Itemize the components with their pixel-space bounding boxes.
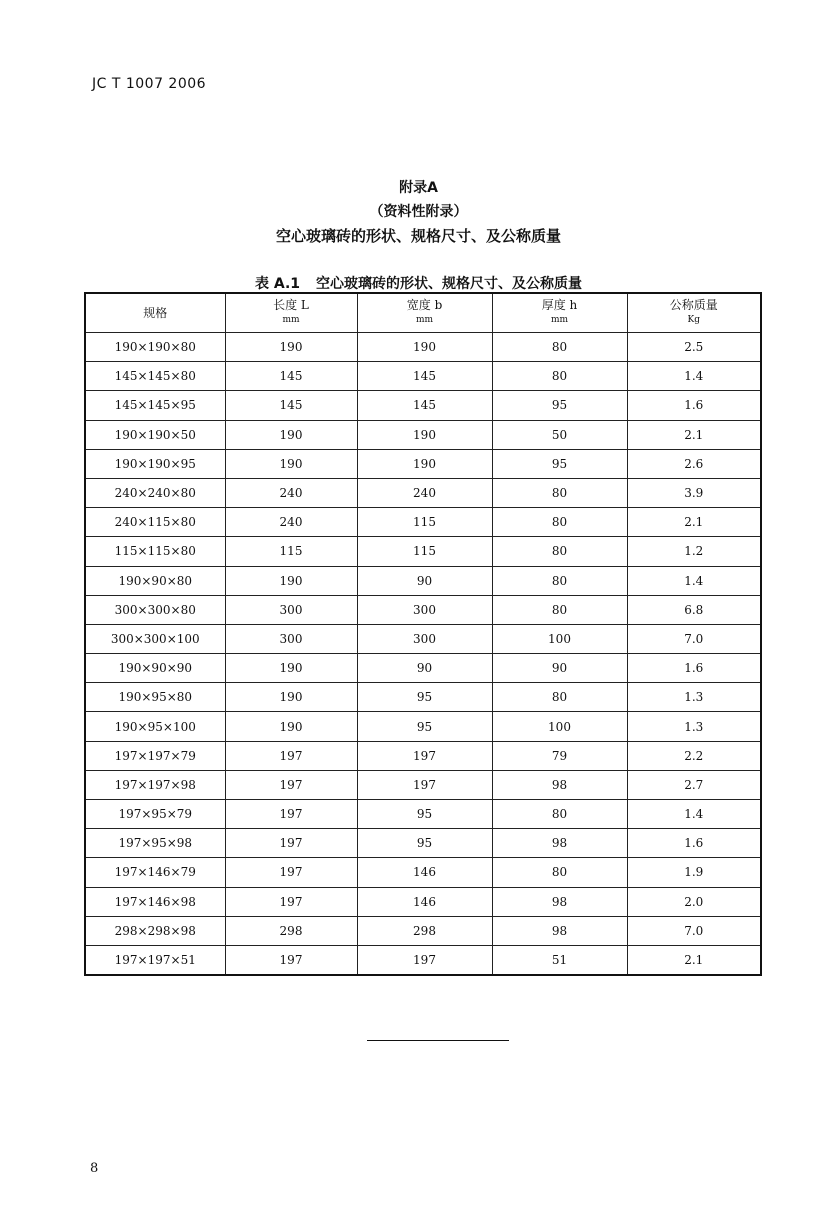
- cell-mass: 1.9: [627, 858, 761, 887]
- cell-width: 190: [357, 333, 492, 362]
- header-unit: Kg: [687, 315, 700, 325]
- cell-spec: 197×197×79: [85, 741, 225, 770]
- cell-spec: 190×190×50: [85, 420, 225, 449]
- cell-spec: 190×190×95: [85, 449, 225, 478]
- cell-thickness: 80: [492, 478, 627, 507]
- header-label: 公称质量: [669, 298, 718, 312]
- cell-thickness: 80: [492, 333, 627, 362]
- cell-length: 197: [225, 800, 357, 829]
- table-row: [85, 391, 761, 420]
- cell-width: 146: [357, 858, 492, 887]
- header-spec: [85, 293, 225, 333]
- table-row: [85, 595, 761, 624]
- header-length: [225, 293, 357, 333]
- cell-mass: 2.1: [627, 508, 761, 537]
- cell-mass: 7.0: [627, 624, 761, 653]
- cell-length: 240: [225, 478, 357, 507]
- table-row: [85, 829, 761, 858]
- cell-length: 190: [225, 712, 357, 741]
- cell-thickness: 51: [492, 945, 627, 975]
- cell-width: 95: [357, 712, 492, 741]
- cell-mass: 1.2: [627, 537, 761, 566]
- table-row: [85, 449, 761, 478]
- cell-width: 300: [357, 624, 492, 653]
- cell-mass: 2.5: [627, 333, 761, 362]
- cell-spec: 197×146×79: [85, 858, 225, 887]
- cell-length: 197: [225, 945, 357, 975]
- cell-mass: 2.6: [627, 449, 761, 478]
- cell-length: 197: [225, 770, 357, 799]
- cell-width: 298: [357, 916, 492, 945]
- cell-thickness: 80: [492, 566, 627, 595]
- table-caption: [0, 273, 837, 293]
- cell-length: 197: [225, 829, 357, 858]
- table-row: [85, 624, 761, 653]
- cell-width: 146: [357, 887, 492, 916]
- cell-thickness: 80: [492, 595, 627, 624]
- table-row: [85, 654, 761, 683]
- table-row: [85, 508, 761, 537]
- cell-spec: 145×145×95: [85, 391, 225, 420]
- cell-mass: 2.2: [627, 741, 761, 770]
- cell-spec: 190×90×80: [85, 566, 225, 595]
- cell-length: 300: [225, 595, 357, 624]
- cell-thickness: 100: [492, 712, 627, 741]
- table-row: [85, 566, 761, 595]
- cell-thickness: 100: [492, 624, 627, 653]
- cell-thickness: 80: [492, 508, 627, 537]
- header-unit: mm: [282, 315, 300, 325]
- table-row: [85, 537, 761, 566]
- cell-length: 190: [225, 333, 357, 362]
- cell-width: 197: [357, 741, 492, 770]
- table-row: [85, 741, 761, 770]
- header-label: 长度 L: [273, 298, 309, 312]
- cell-length: 145: [225, 362, 357, 391]
- table-body: [85, 333, 761, 976]
- cell-width: 190: [357, 420, 492, 449]
- table-row: [85, 333, 761, 362]
- cell-spec: 197×197×98: [85, 770, 225, 799]
- cell-mass: 1.4: [627, 800, 761, 829]
- cell-thickness: 95: [492, 391, 627, 420]
- cell-thickness: 80: [492, 362, 627, 391]
- cell-mass: 2.7: [627, 770, 761, 799]
- cell-spec: 190×90×90: [85, 654, 225, 683]
- table-row: [85, 945, 761, 975]
- cell-length: 190: [225, 654, 357, 683]
- table-row: [85, 420, 761, 449]
- cell-length: 190: [225, 420, 357, 449]
- table-caption-number: 表 A.1: [254, 276, 301, 292]
- cell-thickness: 98: [492, 887, 627, 916]
- cell-mass: 7.0: [627, 916, 761, 945]
- appendix-subject: 空心玻璃砖的形状、规格尺寸、及公称质量: [275, 227, 561, 245]
- cell-thickness: 79: [492, 741, 627, 770]
- header-label: 规格: [143, 305, 168, 320]
- cell-width: 95: [357, 829, 492, 858]
- cell-thickness: 98: [492, 916, 627, 945]
- cell-mass: 1.4: [627, 566, 761, 595]
- table-header-row: [85, 293, 761, 333]
- cell-spec: 115×115×80: [85, 537, 225, 566]
- cell-length: 197: [225, 887, 357, 916]
- cell-spec: 298×298×98: [85, 916, 225, 945]
- table-row: [85, 858, 761, 887]
- table-row: [85, 712, 761, 741]
- cell-length: 190: [225, 683, 357, 712]
- cell-spec: 197×197×51: [85, 945, 225, 975]
- appendix-heading: [0, 176, 837, 248]
- table-row: [85, 800, 761, 829]
- cell-spec: 240×115×80: [85, 508, 225, 537]
- header-label: 宽度 b: [406, 298, 443, 312]
- cell-width: 115: [357, 537, 492, 566]
- cell-spec: 197×95×98: [85, 829, 225, 858]
- cell-mass: 3.9: [627, 478, 761, 507]
- cell-width: 95: [357, 683, 492, 712]
- cell-mass: 2.1: [627, 945, 761, 975]
- cell-mass: 1.6: [627, 654, 761, 683]
- header-thickness: [492, 293, 627, 333]
- cell-width: 145: [357, 391, 492, 420]
- cell-length: 190: [225, 449, 357, 478]
- cell-length: 300: [225, 624, 357, 653]
- cell-width: 197: [357, 770, 492, 799]
- cell-mass: 1.4: [627, 362, 761, 391]
- header-mass: [627, 293, 761, 333]
- cell-length: 115: [225, 537, 357, 566]
- appendix-title: 附录A: [399, 180, 438, 196]
- cell-width: 197: [357, 945, 492, 975]
- table-row: [85, 683, 761, 712]
- cell-mass: 2.0: [627, 887, 761, 916]
- table-row: [85, 362, 761, 391]
- cell-thickness: 95: [492, 449, 627, 478]
- table-row: [85, 916, 761, 945]
- cell-mass: 1.3: [627, 712, 761, 741]
- header-unit: mm: [415, 315, 434, 325]
- cell-width: 95: [357, 800, 492, 829]
- cell-width: 90: [357, 654, 492, 683]
- cell-width: 190: [357, 449, 492, 478]
- cell-spec: 197×95×79: [85, 800, 225, 829]
- cell-length: 145: [225, 391, 357, 420]
- table-caption-text: 空心玻璃砖的形状、规格尺寸、及公称质量: [316, 276, 583, 292]
- cell-mass: 6.8: [627, 595, 761, 624]
- cell-spec: 190×190×80: [85, 333, 225, 362]
- table-row: [85, 887, 761, 916]
- cell-width: 240: [357, 478, 492, 507]
- cell-spec: 190×95×100: [85, 712, 225, 741]
- cell-mass: 1.6: [627, 829, 761, 858]
- cell-width: 115: [357, 508, 492, 537]
- cell-thickness: 80: [492, 683, 627, 712]
- cell-spec: 240×240×80: [85, 478, 225, 507]
- cell-length: 298: [225, 916, 357, 945]
- cell-length: 190: [225, 566, 357, 595]
- cell-thickness: 80: [492, 858, 627, 887]
- cell-width: 300: [357, 595, 492, 624]
- cell-thickness: 90: [492, 654, 627, 683]
- cell-mass: 2.1: [627, 420, 761, 449]
- cell-length: 197: [225, 741, 357, 770]
- cell-mass: 1.6: [627, 391, 761, 420]
- cell-mass: 1.3: [627, 683, 761, 712]
- table-row: [85, 478, 761, 507]
- table-row: [85, 770, 761, 799]
- cell-width: 90: [357, 566, 492, 595]
- cell-length: 240: [225, 508, 357, 537]
- cell-spec: 197×146×98: [85, 887, 225, 916]
- page-number: 8: [90, 1161, 99, 1176]
- cell-spec: 300×300×100: [85, 624, 225, 653]
- cell-spec: 190×95×80: [85, 683, 225, 712]
- cell-spec: 300×300×80: [85, 595, 225, 624]
- appendix-type: （资料性附录）: [369, 204, 468, 220]
- cell-thickness: 98: [492, 829, 627, 858]
- cell-spec: 145×145×80: [85, 362, 225, 391]
- cell-thickness: 98: [492, 770, 627, 799]
- cell-thickness: 80: [492, 800, 627, 829]
- cell-thickness: 80: [492, 537, 627, 566]
- header-unit: mm: [550, 315, 569, 325]
- header-label: 厚度 h: [541, 298, 578, 312]
- standard-code: JC T 1007 2006: [92, 76, 207, 92]
- cell-thickness: 50: [492, 420, 627, 449]
- header-width: [357, 293, 492, 333]
- spec-table: [84, 292, 762, 976]
- end-rule: [367, 1040, 509, 1041]
- cell-width: 145: [357, 362, 492, 391]
- cell-length: 197: [225, 858, 357, 887]
